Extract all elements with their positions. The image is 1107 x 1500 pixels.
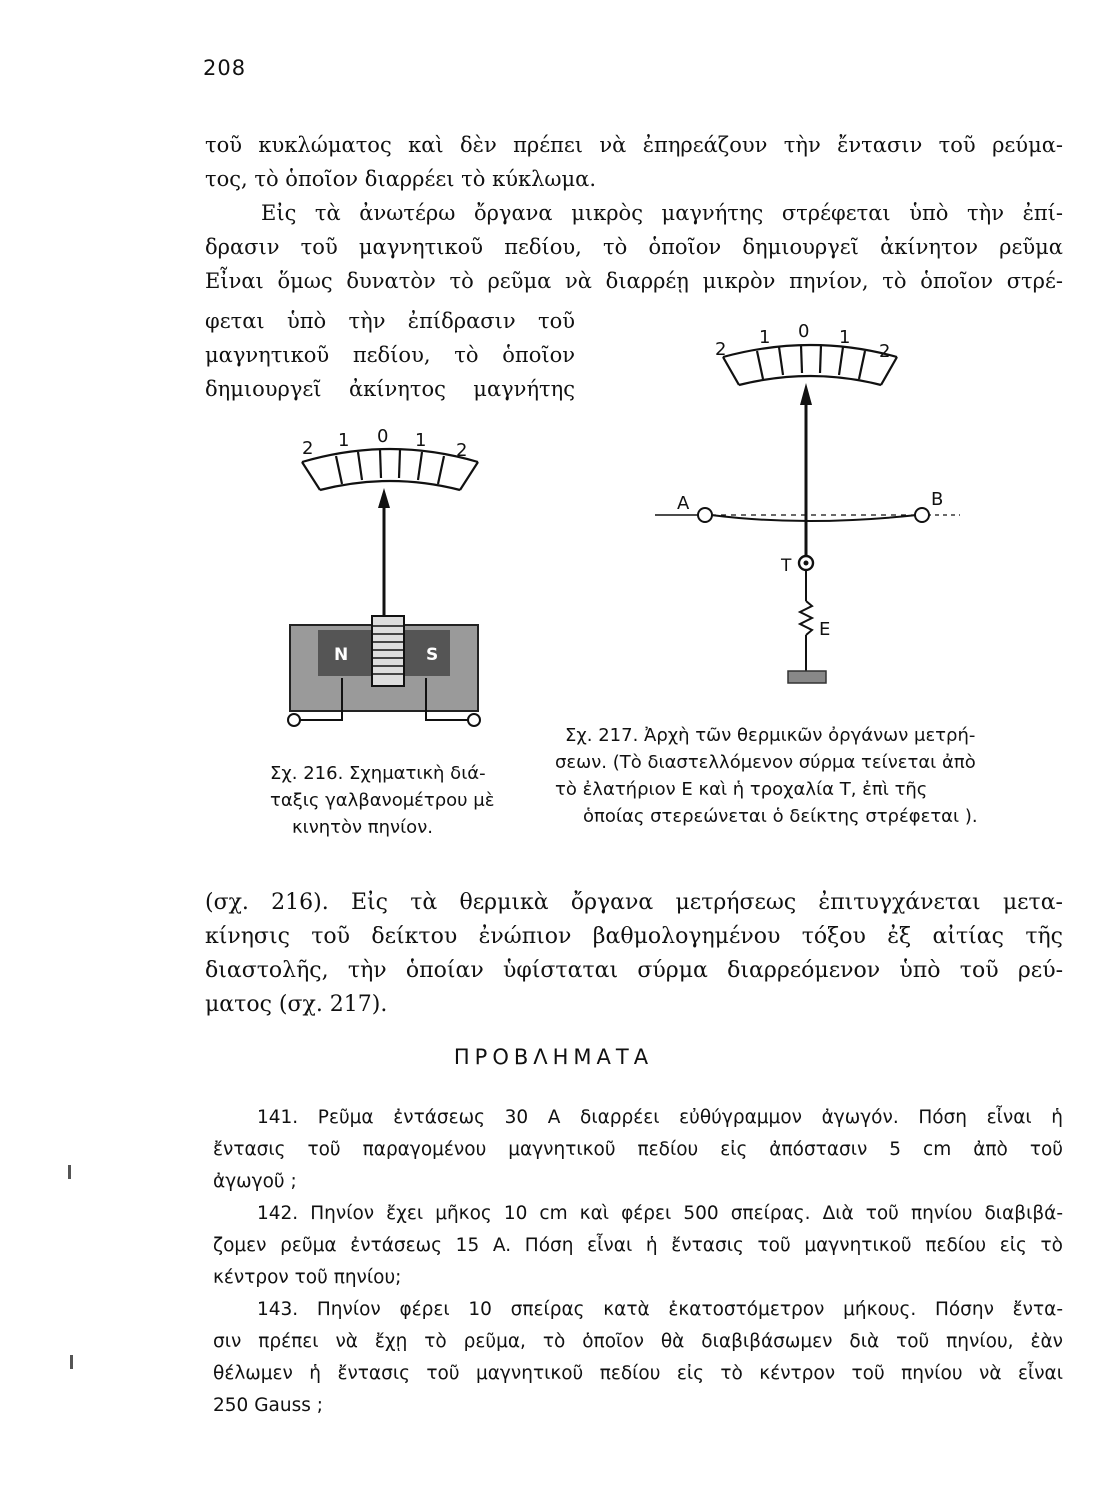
hot-wire xyxy=(711,515,917,521)
text-line: δρασιν τοῦ μαγνητικοῦ πεδίου, τὸ ὁποῖον δημιουργεῖ ἀκίνητον ρεῦμα xyxy=(205,235,1063,259)
text-line: ἀγωγοῦ ; xyxy=(213,1171,297,1192)
problem-142 xyxy=(213,1198,1063,1294)
label-e: E xyxy=(819,619,831,640)
label-t: T xyxy=(781,556,792,576)
label-a: A xyxy=(677,493,690,514)
caption-line: ὁποίας στερεώνεται ὁ δείκτης στρέφεται ). xyxy=(583,806,978,827)
terminal-left xyxy=(288,714,300,726)
caption-line: ταξις γαλβανομέτρου μὲ xyxy=(270,790,495,811)
figure-217-caption xyxy=(555,722,1065,830)
terminal-a xyxy=(698,508,712,522)
spring-anchor xyxy=(788,671,826,683)
figure-216-galvanometer xyxy=(280,420,500,750)
text-line: κέντρον τοῦ πηνίου; xyxy=(213,1267,402,1288)
problems-list xyxy=(213,1102,1063,1422)
scale-label: 1 xyxy=(759,327,771,348)
terminal-right xyxy=(468,714,480,726)
wrap-paragraph xyxy=(205,304,575,406)
problem-143 xyxy=(213,1294,1063,1422)
margin-mark xyxy=(70,1355,73,1369)
problem-141 xyxy=(213,1102,1063,1198)
south-pole-label: S xyxy=(426,645,439,665)
text-line: φεται ὑπὸ τὴν ἐπίδρασιν τοῦ xyxy=(205,309,575,333)
text-line: (σχ. 216). Εἰς τὰ θερμικὰ ὄργανα μετρήσεως ἐπιτυγχάνεται μετα- xyxy=(205,890,1063,915)
text-line: κίνησις τοῦ δείκτου ἐνώπιον βαθμολογημένου τόξου ἐξ αἰτίας τῆς xyxy=(205,924,1063,949)
scale-label: 0 xyxy=(798,321,810,342)
caption-line: Σχ. 216. Σχηματικὴ διά- xyxy=(270,763,486,784)
margin-mark xyxy=(68,1165,71,1179)
caption-line: Σχ. 217. Ἀρχὴ τῶν θερμικῶν ὀργάνων μετρή- xyxy=(565,725,976,746)
text-line: ἔντασις τοῦ παραγομένου μαγνητικοῦ πεδίου εἰς ἀπόστασιν 5 cm ἀπὸ τοῦ xyxy=(213,1139,1063,1160)
text-line: θέλωμεν ἡ ἔντασις τοῦ μαγνητικοῦ πεδίου εἰς τὸ κέντρον τοῦ πηνίου νὰ εἶναι xyxy=(213,1363,1063,1384)
text-line: 141. Ρεῦμα ἐντάσεως 30 A διαρρέει εὐθύγραμμον ἀγωγόν. Πόση εἶναι ἡ xyxy=(257,1107,1063,1128)
scale-label: 2 xyxy=(456,440,468,461)
scale-label: 1 xyxy=(839,327,851,348)
top-paragraph xyxy=(205,128,1063,298)
text-line: 142. Πηνίον ἔχει μῆκος 10 cm καὶ φέρει 500 σπείρας. Διὰ τοῦ πηνίου διαβιβά- xyxy=(257,1203,1063,1224)
middle-paragraph xyxy=(205,886,1063,1022)
scale-label: 2 xyxy=(879,341,891,362)
caption-line: κινητὸν πηνίον. xyxy=(292,817,433,838)
text-line: Εἶναι ὅμως δυνατὸν τὸ ρεῦμα νὰ διαρρέῃ μικρὸν πηνίον, τὸ ὁποῖον στρέ- xyxy=(205,269,1063,293)
pointer-arrowhead xyxy=(378,488,390,508)
text-line: ματος (σχ. 217). xyxy=(205,992,388,1017)
scale-arc-top xyxy=(302,449,478,462)
spring-e xyxy=(800,601,812,635)
scale-label: 1 xyxy=(415,430,427,451)
north-pole-label: N xyxy=(334,645,349,665)
text-line: 250 Gauss ; xyxy=(213,1395,323,1416)
caption-line: σεων. (Τὸ διαστελλόμενον σύρμα τείνεται ἀπὸ xyxy=(555,752,976,773)
text-line: μαγνητικοῦ πεδίου, τὸ ὁποῖον xyxy=(205,343,575,367)
text-line: διαστολῆς, τὴν ὁποίαν ὑφίσταται σύρμα διαρρεόμενον ὑπὸ τοῦ ρεύ- xyxy=(205,958,1063,983)
scale-label: 2 xyxy=(715,339,727,360)
text-line: Εἰς τὰ ἀνωτέρω ὄργανα μικρὸς μαγνήτης στρέφεται ὑπὸ τὴν ἐπί- xyxy=(261,201,1063,225)
caption-line: τὸ ἐλατήριον E καὶ ἡ τροχαλία T, ἐπὶ τῆς xyxy=(555,779,928,800)
text-line: δημιουργεῖ ἀκίνητος μαγνήτης xyxy=(205,377,575,401)
section-title: ΠΡΟΒΛΗΜΑΤΑ xyxy=(453,1045,654,1069)
figure-217-thermal-instrument xyxy=(655,315,965,695)
text-line: σιν πρέπει νὰ ἔχῃ τὸ ρεῦμα, τὸ ὁποῖον θὰ διαβιβάσωμεν διὰ τοῦ πηνίου, ἐὰν xyxy=(213,1331,1063,1352)
scale-label: 1 xyxy=(338,430,350,451)
label-b: B xyxy=(931,489,944,510)
text-line: 143. Πηνίον φέρει 10 σπείρας κατὰ ἑκατοστόμετρον μήκους. Πόσην ἔντα- xyxy=(257,1299,1063,1320)
text-line: ζομεν ρεῦμα ἐντάσεως 15 A. Πόση εἶναι ἡ ἔντασις τοῦ μαγνητικοῦ πεδίου εἰς τὸ xyxy=(213,1235,1063,1256)
pointer-arrowhead xyxy=(800,383,812,405)
figure-216-caption xyxy=(270,760,520,841)
text-line: τος, τὸ ὁποῖον διαρρέει τὸ κύκλωμα. xyxy=(205,167,597,191)
scale-label: 2 xyxy=(302,438,314,459)
terminal-b xyxy=(915,508,929,522)
scale-label: 0 xyxy=(377,426,389,447)
page-number: 208 xyxy=(203,56,247,80)
scale-arc-top xyxy=(723,345,897,357)
text-line: τοῦ κυκλώματος καὶ δὲν πρέπει νὰ ἐπηρεάζουν τὴν ἔντασιν τοῦ ρεύμα- xyxy=(205,133,1063,157)
